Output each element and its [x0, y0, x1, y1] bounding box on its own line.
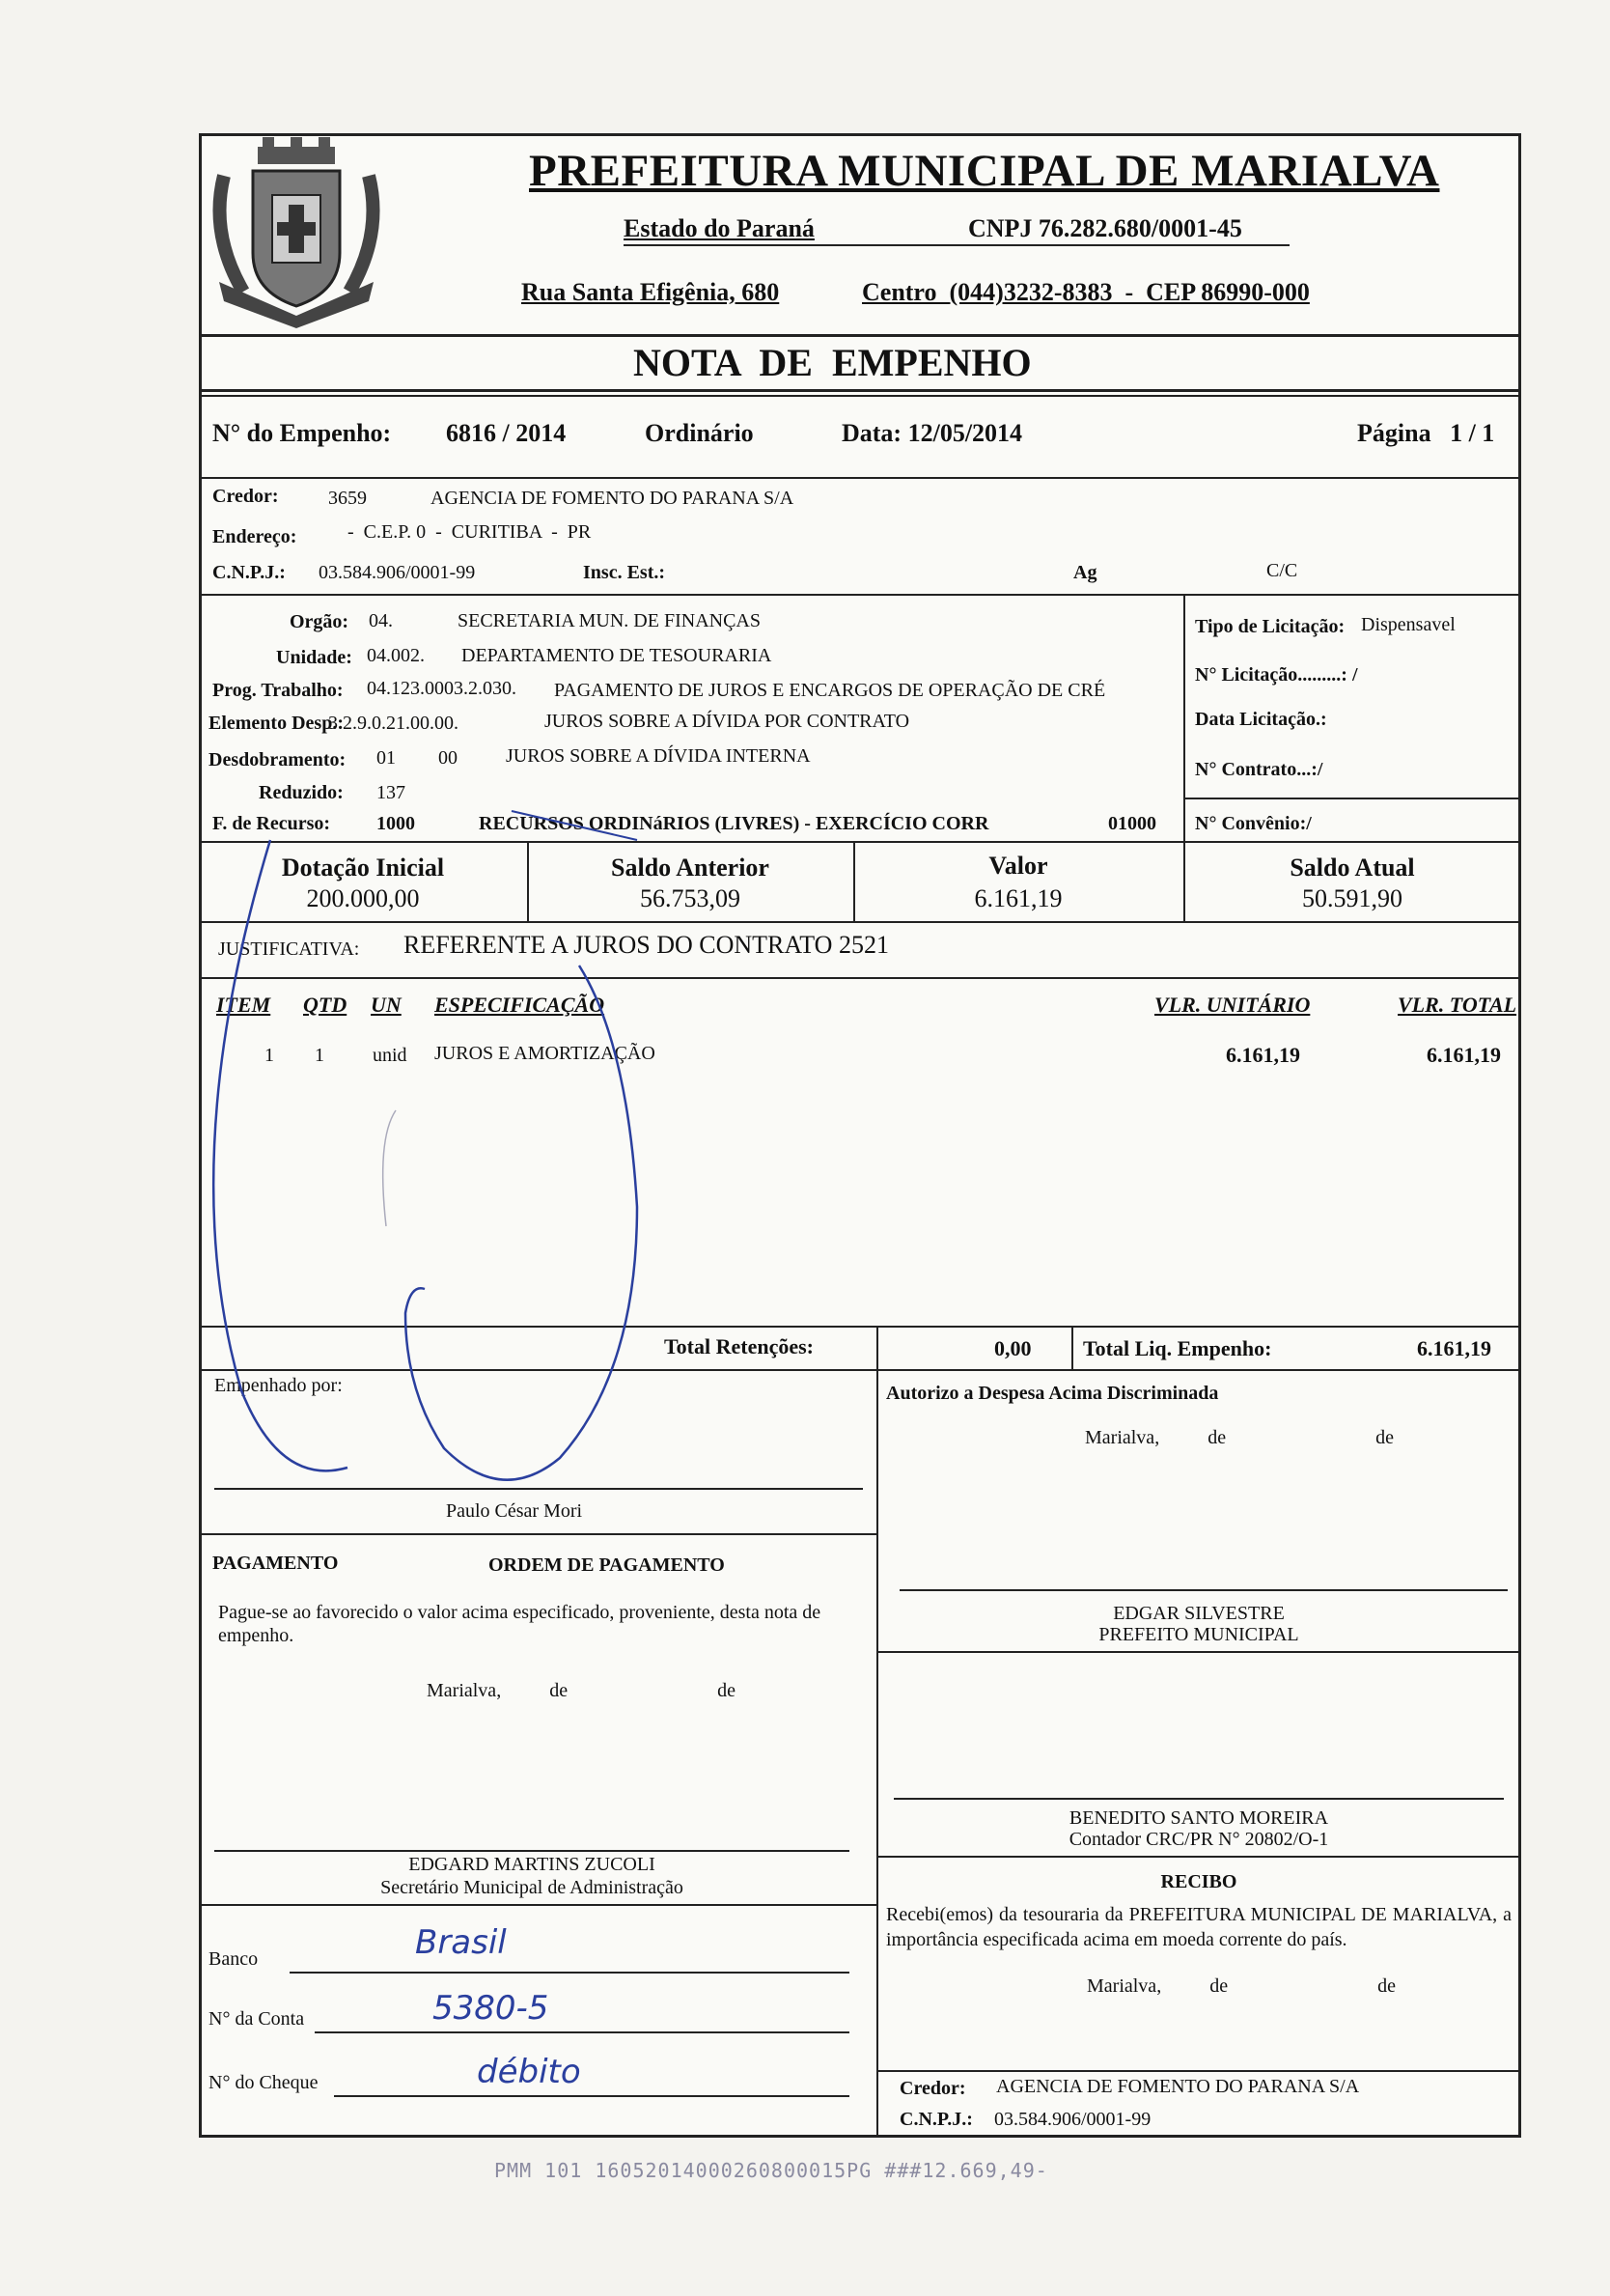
ordem-pagamento-label: ORDEM DE PAGAMENTO	[488, 1554, 725, 1576]
credor-cc-label: C/C	[1266, 560, 1298, 581]
empenho-date: Data: 12/05/2014	[842, 419, 1023, 447]
recibo-place-date: Marialva, de de	[1087, 1975, 1396, 1997]
unidade-code: 04.002.	[367, 645, 425, 666]
empenhado-name: Paulo César Mori	[446, 1500, 583, 1522]
items-row-un: unid	[373, 1045, 407, 1066]
desdobramento-code: 01	[376, 747, 396, 769]
secretario-name: EDGARD MARTINS ZUCOLI	[408, 1854, 655, 1875]
conta-handwritten: 5380-5	[432, 1989, 549, 2028]
unidade-name: DEPARTAMENTO DE TESOURARIA	[461, 645, 772, 666]
licitacao-tipo: Dispensavel	[1361, 614, 1456, 635]
saldo-valor-value: 6.161,19	[974, 884, 1063, 912]
header-address: Rua Santa Efigênia, 680	[521, 278, 780, 306]
saldo-anterior-value: 56.753,09	[640, 884, 740, 912]
prog-label: Prog. Trabalho:	[212, 680, 344, 701]
empenhado-label: Empenhado por:	[214, 1375, 343, 1396]
justificativa-text: REFERENTE A JUROS DO CONTRATO 2521	[403, 931, 889, 959]
pagamento-text: Pague-se ao favorecido o valor acima especificado, proveniente, desta nota de empenho.	[218, 1602, 821, 1646]
contador-title: Contador CRC/PR N° 20802/O-1	[1069, 1829, 1329, 1850]
items-row-qtd: 1	[315, 1045, 324, 1066]
banco-label: Banco	[208, 1948, 259, 1970]
elemento-name: JUROS SOBRE A DÍVIDA POR CONTRATO	[544, 711, 910, 732]
recibo-title: RECIBO	[1160, 1871, 1237, 1892]
items-header-item: ITEM	[216, 993, 271, 1017]
elemento-label: Elemento Desp.:	[208, 713, 344, 734]
autorizo-text: Autorizo a Despesa Acima Discriminada	[886, 1383, 1219, 1404]
saldo-dotacao-label: Dotação Inicial	[281, 854, 445, 882]
licitacao-tipo-label: Tipo de Licitação:	[1195, 616, 1346, 637]
items-row-total-value: 6.161,19	[1427, 1043, 1501, 1067]
recibo-cnpj-label: C.N.P.J.:	[900, 2109, 973, 2130]
pagamento-label: PAGAMENTO	[212, 1553, 339, 1574]
licitacao-numero: N° Licitação.........: /	[1195, 664, 1358, 686]
prog-name: PAGAMENTO DE JUROS E ENCARGOS DE OPERAÇÃO DE CRÉ	[554, 680, 1106, 701]
secretario-title: Secretário Municipal de Administração	[380, 1877, 683, 1898]
items-header-qtd: QTD	[303, 993, 347, 1017]
items-row-item: 1	[264, 1045, 274, 1066]
retencoes-value: 0,00	[994, 1336, 1032, 1360]
footer-stamp: PMM 101 16052014000260800015PG ###12.669,49-	[494, 2159, 1048, 2182]
contador-name: BENEDITO SANTO MOREIRA	[1069, 1807, 1329, 1829]
orgao-name: SECRETARIA MUN. DE FINANÇAS	[458, 610, 761, 631]
items-header-spec: ESPECIFICAÇÃO	[434, 993, 605, 1017]
empenho-number: 6816 / 2014	[446, 419, 567, 447]
empenho-page: Página 1 / 1	[1357, 419, 1495, 447]
credor-ag-label: Ag	[1073, 562, 1097, 583]
desdobramento-label: Desdobramento:	[208, 749, 347, 770]
cheque-handwritten: débito	[477, 2053, 581, 2091]
conta-label: N° da Conta	[208, 2008, 305, 2030]
fonte-name: RECURSOS ORDINáRIOS (LIVRES) - EXERCÍCIO CORR	[479, 813, 989, 834]
fonte-code: 1000	[376, 813, 415, 834]
reduzido-label: Reduzido:	[259, 782, 344, 803]
doc-title: NOTA DE EMPENHO	[633, 341, 1032, 384]
liquido-value: 6.161,19	[1417, 1336, 1491, 1360]
items-header-total-value: VLR. TOTAL	[1398, 993, 1517, 1017]
saldo-anterior-label: Saldo Anterior	[611, 854, 769, 882]
credor-code: 3659	[328, 488, 367, 509]
credor-address: - C.E.P. 0 - CURITIBA - PR	[347, 521, 592, 543]
empenho-type: Ordinário	[645, 419, 754, 447]
credor-name: AGENCIA DE FOMENTO DO PARANA S/A	[430, 488, 794, 509]
recibo-text: Recebi(emos) da tesouraria da PREFEITURA MUNICIPAL DE MARIALVA, a importância especificada acima em moeda corrente do país.	[886, 1904, 1512, 1950]
cheque-label: N° do Cheque	[208, 2072, 319, 2093]
credor-insc-label: Insc. Est.:	[583, 562, 666, 583]
saldo-atual-label: Saldo Atual	[1290, 854, 1415, 882]
header-cnpj: CNPJ 76.282.680/0001-45	[968, 214, 1242, 242]
saldo-dotacao-value: 200.000,00	[306, 884, 420, 912]
recibo-credor: AGENCIA DE FOMENTO DO PARANA S/A	[996, 2076, 1360, 2097]
items-header-un: UN	[371, 993, 402, 1017]
prog-code: 04.123.0003.2.030.	[367, 678, 516, 699]
unidade-label: Unidade:	[276, 647, 352, 668]
orgao-label: Orgão:	[290, 611, 349, 632]
credor-label: Credor:	[212, 486, 279, 507]
justificativa-label: JUSTIFICATIVA:	[218, 938, 360, 960]
orgao-code: 04.	[369, 610, 393, 631]
header-title: PREFEITURA MUNICIPAL DE MARIALVA	[529, 146, 1440, 196]
pagamento-place-date: Marialva, de de	[427, 1680, 736, 1701]
licitacao-contrato: N° Contrato...:/	[1195, 759, 1323, 780]
recibo-cnpj: 03.584.906/0001-99	[994, 2109, 1152, 2130]
liquido-label: Total Liq. Empenho:	[1083, 1336, 1272, 1360]
saldo-valor-label: Valor	[988, 852, 1048, 880]
items-header-unit-value: VLR. UNITÁRIO	[1154, 993, 1311, 1017]
fonte-resource-code: 01000	[1108, 813, 1156, 834]
autorizo-place-date: Marialva, de de	[1085, 1427, 1394, 1448]
credor-cnpj-label: C.N.P.J.:	[212, 562, 286, 583]
fonte-label: F. de Recurso:	[212, 813, 331, 834]
header-district-phone-cep: Centro (044)3232-8383 - CEP 86990-000	[862, 278, 1310, 306]
banco-handwritten: Brasil	[415, 1923, 507, 1962]
reduzido-code: 137	[376, 782, 405, 803]
items-row-unit-value: 6.161,19	[1226, 1043, 1300, 1067]
licitacao-data: Data Licitação.:	[1195, 709, 1327, 730]
saldo-atual-value: 50.591,90	[1302, 884, 1402, 912]
retencoes-label: Total Retenções:	[664, 1334, 814, 1358]
header-state: Estado do Paraná	[624, 214, 815, 242]
items-row-spec: JUROS E AMORTIZAÇÃO	[434, 1043, 655, 1064]
licitacao-convenio: N° Convênio:/	[1195, 813, 1312, 834]
recibo-credor-label: Credor:	[900, 2078, 966, 2099]
empenho-number-label: N° do Empenho:	[212, 419, 392, 447]
desdobramento-name: JUROS SOBRE A DÍVIDA INTERNA	[506, 745, 811, 767]
desdobramento-sub: 00	[438, 747, 458, 769]
prefeito-title: PREFEITO MUNICIPAL	[1098, 1624, 1299, 1645]
credor-address-label: Endereço:	[212, 526, 297, 547]
prefeito-name: EDGAR SILVESTRE	[1113, 1603, 1285, 1624]
coat-of-arms-logo	[205, 137, 388, 330]
elemento-code: 3.2.9.0.21.00.00.	[328, 713, 458, 734]
credor-cnpj: 03.584.906/0001-99	[319, 562, 476, 583]
